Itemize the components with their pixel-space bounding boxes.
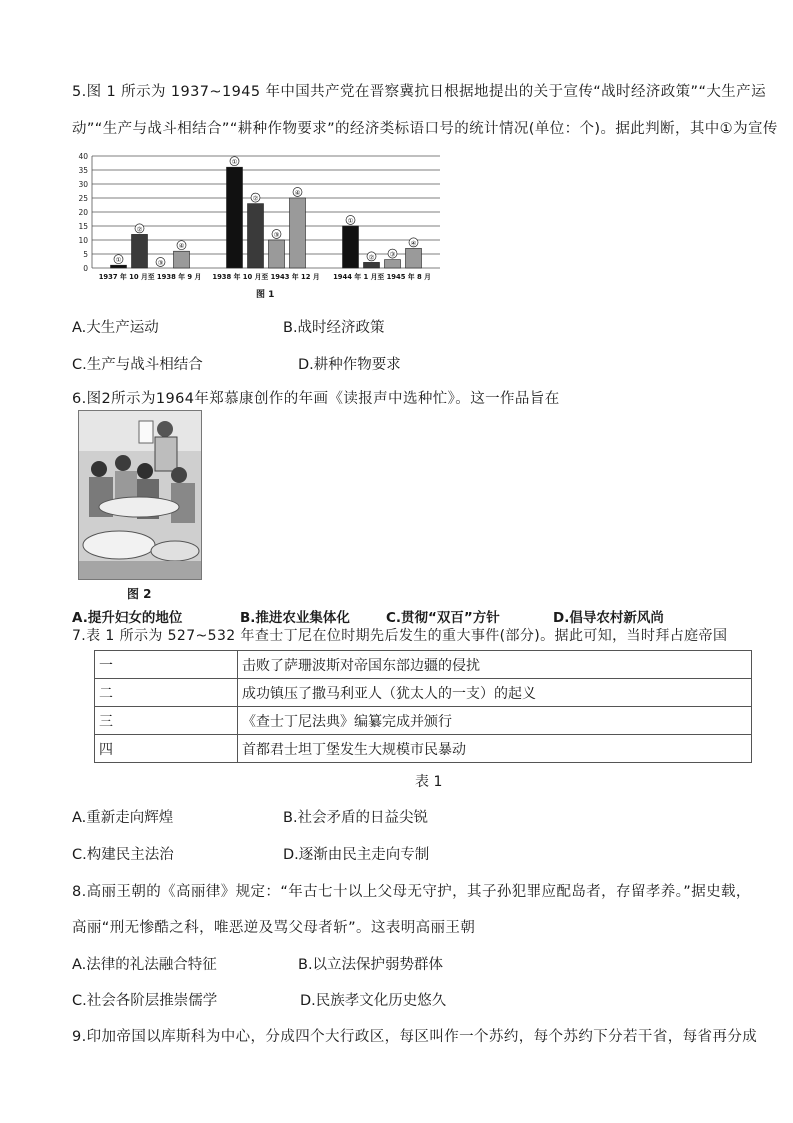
q9-stem-line1: 9.印加帝国以库斯科为中心，分成四个大行政区，每区叫作一个苏约，每个苏约下分若干省，每省再分成 (72, 1029, 758, 1045)
x-category-label: 1938 年 10 月至 1943 年 12 月 (212, 273, 320, 281)
q8-option-c: C.社会各阶层推崇儒学 (72, 993, 218, 1009)
painting-illustration (79, 411, 201, 579)
q8-option-b: B.以立法保护弱势群体 (298, 957, 444, 973)
table-cell-index: 一 (95, 651, 238, 679)
q5-option-b: B.战时经济政策 (283, 320, 385, 336)
bar (385, 260, 401, 268)
q6-stem: 6.图2所示为1964年郑慕康创作的年画《读报声中选种忙》。这一作品旨在 (72, 391, 560, 407)
q6-option-a: A.提升妇女的地位 (72, 610, 183, 626)
y-tick-label: 5 (83, 250, 88, 259)
q6-option-b: B.推进农业集体化 (240, 610, 350, 626)
y-tick-label: 25 (78, 194, 88, 203)
bar-series-label: ② (368, 253, 375, 262)
bar (269, 240, 285, 268)
q7-option-c: C.构建民主法治 (72, 847, 174, 863)
q8-option-d: D.民族孝文化历史悠久 (300, 993, 447, 1009)
bar (174, 251, 190, 268)
bar-series-label: ④ (178, 242, 185, 251)
table-1-caption: 表 1 (415, 774, 443, 790)
y-tick-label: 20 (78, 208, 88, 217)
figure-1-bar-chart (70, 148, 450, 298)
q7-option-a: A.重新走向辉煌 (72, 810, 174, 826)
bar (111, 265, 127, 268)
q8-stem-line1: 8.高丽王朝的《高丽律》规定：“年古七十以上父母无守护，其子孙犯罪应配岛者，存留孝养。”据史载， (72, 884, 751, 900)
figure-1-caption: 图 1 (256, 290, 275, 300)
bar-series-label: ① (231, 158, 238, 167)
q8-stem-line2: 高丽“刑无惨酷之科，唯恶逆及骂父母者斩”。这表明高丽王朝 (72, 920, 476, 936)
q6-option-c: C.贯彻“双百”方针 (386, 610, 500, 626)
q5-stem-line2: 动”“生产与战斗相结合”“耕种作物要求”的经济类标语口号的统计情况(单位：个)。据此判断，其中①为宣传 (72, 121, 778, 137)
bar (248, 204, 264, 268)
table-cell-index: 四 (95, 735, 238, 763)
bar-series-label: ② (252, 194, 259, 203)
table-cell-index: 三 (95, 707, 238, 735)
table-cell-index: 二 (95, 679, 238, 707)
table-cell-event: 《查士丁尼法典》编纂完成并颁行 (238, 707, 752, 735)
bar (343, 226, 359, 268)
q5-option-a: A.大生产运动 (72, 320, 159, 336)
q5-stem-line1: 5.图 1 所示为 1937~1945 年中国共产党在晋察冀抗日根据地提出的关于宣传“战时经济政策”“大生产运 (72, 84, 766, 100)
bar-series-label: ④ (294, 189, 301, 197)
y-tick-label: 30 (78, 180, 88, 189)
bar-series-label: ④ (410, 239, 417, 248)
y-tick-label: 15 (78, 222, 88, 231)
bar-series-label: ③ (273, 231, 280, 239)
bar-series-label: ③ (157, 259, 164, 267)
table-row (95, 735, 752, 763)
q8-option-a: A.法律的礼法融合特征 (72, 957, 217, 973)
figure-2-new-year-painting (78, 410, 202, 580)
table-row (95, 707, 752, 735)
x-category-label: 1937 年 10 月至 1938 年 9 月 (98, 273, 202, 281)
bar (364, 262, 380, 268)
table-cell-event: 成功镇压了撒马利亚人（犹太人的一支）的起义 (238, 679, 752, 707)
table-row (95, 679, 752, 707)
table-1 (94, 650, 752, 763)
q5-option-d: D.耕种作物要求 (298, 357, 401, 373)
bar-series-label: ② (136, 225, 143, 234)
table-row (95, 651, 752, 679)
bar (290, 198, 306, 268)
bar (406, 248, 422, 268)
x-category-label: 1944 年 1 月至 1945 年 8 月 (333, 273, 431, 281)
q7-option-d: D.逐渐由民主走向专制 (283, 847, 430, 863)
y-tick-label: 40 (78, 152, 88, 161)
bar-series-label: ③ (389, 250, 396, 259)
y-tick-label: 0 (83, 264, 88, 273)
table-cell-event: 首都君士坦丁堡发生大规模市民暴动 (238, 735, 752, 763)
y-tick-label: 10 (78, 236, 88, 245)
figure-2-caption: 图 2 (127, 587, 152, 601)
q7-stem: 7.表 1 所示为 527~532 年查士丁尼在位时期先后发生的重大事件(部分)。据此可知，当时拜占庭帝国 (72, 628, 728, 644)
q5-option-c: C.生产与战斗相结合 (72, 357, 203, 373)
bar (132, 234, 148, 268)
q7-option-b: B.社会矛盾的日益尖锐 (283, 810, 429, 826)
table-cell-event: 击败了萨珊波斯对帝国东部边疆的侵扰 (238, 651, 752, 679)
bar-series-label: ① (347, 217, 354, 225)
bar-series-label: ① (115, 256, 122, 265)
bar (227, 167, 243, 268)
q6-option-d: D.倡导农村新风尚 (553, 610, 664, 626)
y-tick-label: 35 (78, 166, 88, 175)
